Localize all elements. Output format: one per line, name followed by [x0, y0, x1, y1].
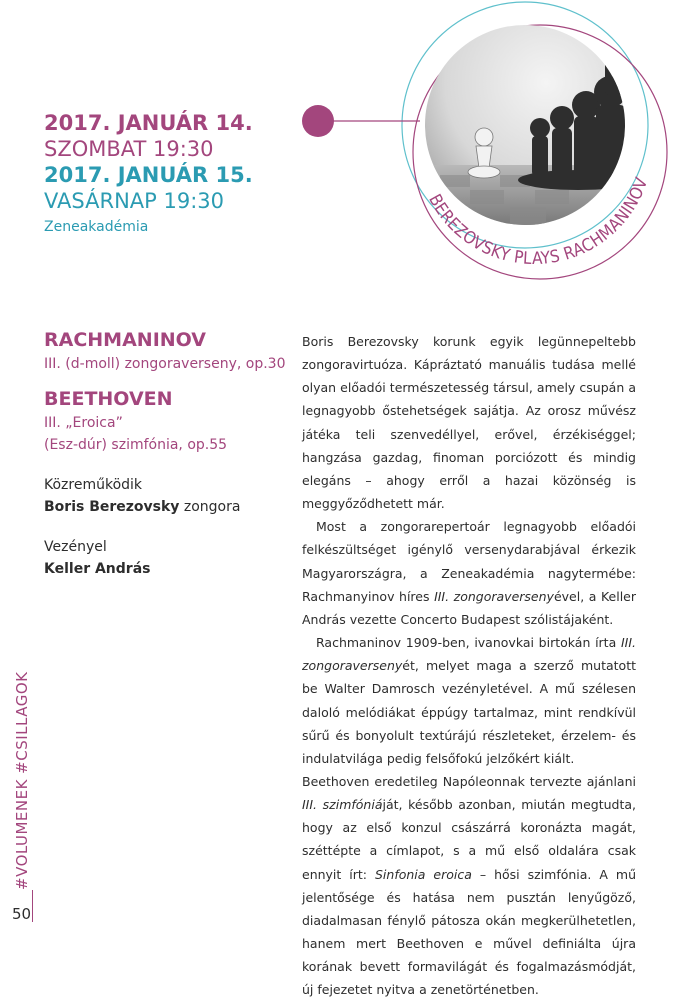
- paragraph-4-emphasis-2: Sinfonia eroica: [374, 866, 472, 882]
- conductor-name: Keller András: [44, 561, 151, 577]
- work-1: III. (d-moll) zongoraverseny, op.30: [44, 356, 286, 372]
- work-2-line-1: III. „Eroica”: [44, 415, 123, 431]
- composer-2: BEETHOVEN: [44, 388, 173, 410]
- venue: Zeneakadémia: [44, 219, 149, 235]
- paragraph-4: [302, 770, 636, 1002]
- conductor: [44, 558, 294, 580]
- paragraph-2-emphasis: III. zongoraverseny: [434, 588, 554, 604]
- paragraph-1: Boris Berezovsky korunk egyik legünnepeltebb zongoravirtuóza. Kápráztató manuális tudása mellé olyan előadói természetesség társul, amely csupán a legnagyobb őstehetségek sajátja. Az orosz művész játéka teli szenvedéllyel, erővel, érzékiséggel; hangzása gazdag, finoman porciózott és mindig elegáns – ahogy erről a hazai közönség is meggyőződhetett már.: [302, 334, 636, 512]
- chess-pieces-photo: [420, 20, 638, 235]
- article-text: [302, 330, 636, 1002]
- magenta-dot: [302, 105, 334, 137]
- performer-role: Közreműködik: [44, 477, 143, 493]
- program: [44, 328, 294, 580]
- paragraph-3: [302, 631, 636, 770]
- paragraph-4-text-b: ját, később azonban, miután megtudta, hogy az első konzul császárrá koronázta magát, széttépte a címlapot, s a mű első oldalára csak ennyit írt:: [302, 797, 636, 882]
- performer: [44, 496, 294, 518]
- performer-name: Boris Berezovsky: [44, 499, 180, 515]
- paragraph-3-text-a: Rachmaninov 1909-ben, ivanovkai birtokán írta: [316, 635, 621, 651]
- paragraph-2-text-a: Most a zongorarepertoár legnagyobb előadói felkészültséget igénylő versenydarabjával érkezik Magyarországra, a Zeneakadémia nagytermébe: Rachmanyinov híres: [302, 519, 636, 604]
- conductor-role: Vezényel: [44, 539, 107, 555]
- paragraph-3-emphasis: III. zongoraverseny: [302, 635, 636, 674]
- paragraph-2-text-b: ével, a Keller András vezette Concerto Budapest szólistájaként.: [302, 588, 636, 627]
- paragraph-4-emphasis-1: III. szimfóniá: [302, 797, 383, 813]
- hashtag-label: #VOLUMENEK #CSILLAGOK: [13, 671, 31, 890]
- circle-title: BEREZOVSKY PLAYS RACHMANINOV: [424, 175, 653, 270]
- date-1: 2017. JANUÁR 14.: [44, 111, 253, 135]
- paragraph-3-text-b: ét, melyet maga a szerző mutatott be Walter Damrosch vezényletével. A mű szélesen daloló melódiákat éppúgy tartalmaz, mint rendkívül sűrű és bonyolult textúrájú részleteket, érzelem- és indulatvilága pedig felsőfokú jelzőkért kiált.: [302, 658, 636, 766]
- paragraph-4-text-c: – hősi szimfónia. A mű jelentősége és hatása nem pusztán lenyűgöző, diadalmasan fénylő pátosza okán megkerülhetetlen, hanem mert Beethoven e művel definiálta újra korának bevett formavilágát és fogalmazásmódját, új fejezetet nyitva a zenetörténetben.: [302, 866, 636, 998]
- date-2: 2017. JANUÁR 15.: [44, 163, 253, 187]
- performer-instrument: zongora: [179, 499, 241, 515]
- work-2-line-2: (Esz-dúr) szimfónia, op.55: [44, 437, 228, 453]
- page-number: 50: [12, 905, 32, 923]
- composer-1: RACHMANINOV: [44, 329, 207, 351]
- paragraph-2: [302, 515, 636, 631]
- page-divider-line: [32, 890, 33, 922]
- time-1: SZOMBAT 19:30: [44, 137, 214, 161]
- paragraph-4-text-a: Beethoven eredetileg Napóleonnak tervezte ajánlani: [302, 773, 636, 789]
- time-2: VASÁRNAP 19:30: [44, 189, 224, 213]
- event-dates: [44, 110, 253, 238]
